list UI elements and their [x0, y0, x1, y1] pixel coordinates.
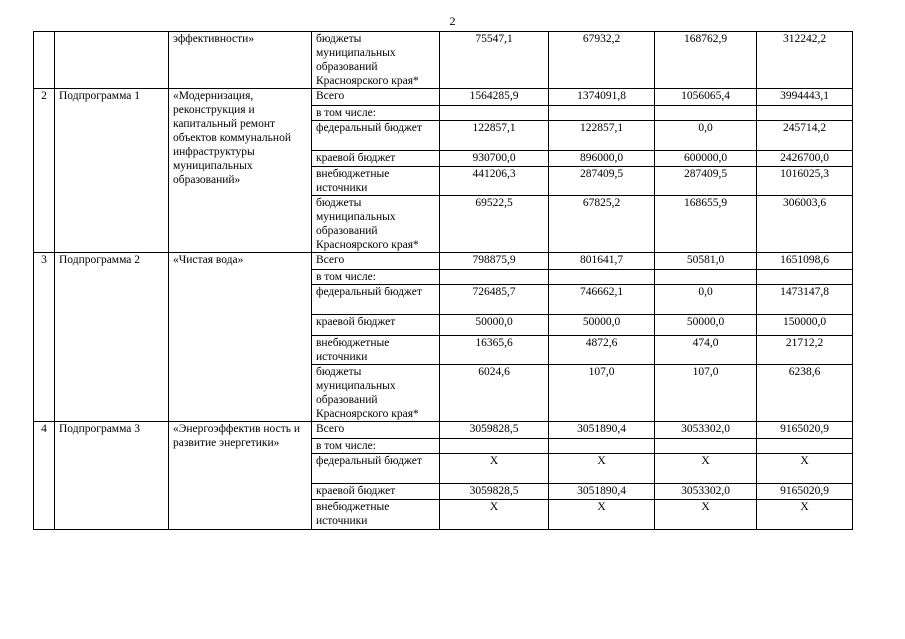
- value-cell: [549, 336, 655, 365]
- value-text: 287409,5: [579, 168, 624, 180]
- value-text: 9165020,9: [780, 423, 829, 435]
- value-text: 746662,1: [579, 286, 624, 298]
- value-cell: [655, 336, 757, 365]
- budget-table: [33, 31, 853, 530]
- page-number: 2: [449, 14, 456, 28]
- funding-source: Всего: [312, 422, 440, 439]
- value-cell: [655, 422, 757, 439]
- value-cell: [757, 365, 853, 422]
- value-text: 6024,6: [478, 366, 510, 378]
- value-text: X: [489, 455, 499, 467]
- value-cell: [757, 196, 853, 253]
- value-cell: [549, 253, 655, 270]
- value-text: 0,0: [698, 122, 713, 134]
- value-cell: [440, 439, 549, 454]
- value-cell: [440, 32, 549, 89]
- value-cell: [655, 32, 757, 89]
- value-cell: [757, 422, 853, 439]
- value-cell: [440, 365, 549, 422]
- value-text: 312242,2: [782, 33, 827, 45]
- value-text: 9165020,9: [780, 485, 829, 497]
- program-title: эффективности»: [169, 32, 312, 89]
- value-cell: [440, 484, 549, 500]
- value-cell: [757, 151, 853, 167]
- funding-source: краевой бюджет: [312, 151, 440, 167]
- row-number: [34, 32, 55, 89]
- funding-source: федеральный бюджет: [312, 285, 440, 315]
- value-cell: [549, 151, 655, 167]
- value-cell: [655, 89, 757, 106]
- value-cell: [549, 270, 655, 285]
- value-cell: [440, 285, 549, 315]
- value-cell: [655, 121, 757, 151]
- value-cell: [440, 106, 549, 121]
- value-text: 600000,0: [683, 152, 728, 164]
- value-text: 107,0: [588, 366, 615, 378]
- value-cell: [757, 484, 853, 500]
- value-cell: [655, 151, 757, 167]
- value-text: X: [597, 501, 606, 513]
- value-text: 67932,2: [582, 33, 621, 45]
- funding-source: краевой бюджет: [312, 484, 440, 500]
- program-title: «Энергоэффектив ность и развитие энергетики»: [169, 422, 312, 530]
- value-cell: [549, 196, 655, 253]
- value-cell: [440, 270, 549, 285]
- funding-source: в том числе:: [312, 106, 440, 121]
- program-name: Подпрограмма 2: [55, 253, 169, 422]
- row-number: 3: [34, 253, 55, 422]
- value-cell: [440, 253, 549, 270]
- value-text: 0,0: [698, 286, 713, 298]
- value-text: 306003,6: [782, 197, 827, 209]
- value-text: 1651098,6: [780, 254, 829, 266]
- value-cell: [757, 315, 853, 336]
- program-name: [55, 32, 169, 89]
- value-cell: [655, 365, 757, 422]
- table-row: [34, 422, 853, 439]
- value-cell: [655, 454, 757, 484]
- value-cell: [549, 121, 655, 151]
- funding-source: внебюджетные источники: [312, 500, 440, 530]
- value-cell: [440, 422, 549, 439]
- value-text: 3053302,0: [681, 485, 730, 497]
- value-text: 798875,9: [472, 254, 516, 266]
- value-cell: [549, 454, 655, 484]
- value-text: 1056065,4: [681, 90, 730, 102]
- value-text: X: [701, 455, 710, 467]
- value-text: 16365,6: [475, 337, 513, 349]
- value-cell: [655, 270, 757, 285]
- table-row: [34, 89, 853, 106]
- value-cell: [549, 422, 655, 439]
- value-text: 245714,2: [782, 122, 827, 134]
- value-cell: [549, 106, 655, 121]
- value-text: X: [800, 501, 809, 513]
- value-text: 75547,1: [475, 33, 513, 45]
- value-cell: [440, 167, 549, 196]
- funding-source: бюджеты муниципальных образований Красноярского края*: [312, 196, 440, 253]
- value-cell: [549, 285, 655, 315]
- value-text: 1374091,8: [577, 90, 626, 102]
- value-cell: [655, 167, 757, 196]
- value-cell: [655, 439, 757, 454]
- value-cell: [757, 167, 853, 196]
- value-text: 3051890,4: [577, 485, 626, 497]
- value-cell: [655, 315, 757, 336]
- value-cell: [757, 500, 853, 530]
- funding-source: бюджеты муниципальных образований Красноярского края*: [312, 32, 440, 89]
- value-text: 3059828,5: [469, 423, 519, 435]
- value-text: 168655,9: [683, 197, 728, 209]
- program-name: Подпрограмма 3: [55, 422, 169, 530]
- value-text: 2426700,0: [780, 152, 829, 164]
- value-text: 3051890,4: [577, 423, 626, 435]
- value-text: 150000,0: [782, 316, 827, 328]
- funding-source: федеральный бюджет: [312, 454, 440, 484]
- value-text: X: [800, 455, 809, 467]
- value-cell: [440, 121, 549, 151]
- value-cell: [549, 500, 655, 530]
- program-title: «Чистая вода»: [169, 253, 312, 422]
- value-cell: [757, 454, 853, 484]
- value-cell: [549, 365, 655, 422]
- value-text: 3059828,5: [469, 485, 519, 497]
- value-text: 6238,6: [788, 366, 821, 378]
- value-cell: [757, 121, 853, 151]
- value-text: 50000,0: [686, 316, 725, 328]
- value-text: 21712,2: [785, 337, 824, 349]
- funding-source: Всего: [312, 89, 440, 106]
- value-text: 3053302,0: [681, 423, 730, 435]
- value-cell: [655, 500, 757, 530]
- value-text: 50581,0: [686, 254, 725, 266]
- value-cell: [757, 32, 853, 89]
- value-text: X: [597, 455, 606, 467]
- value-text: 1564285,9: [469, 90, 519, 102]
- value-cell: [440, 500, 549, 530]
- value-cell: [440, 454, 549, 484]
- funding-source: краевой бюджет: [312, 315, 440, 336]
- funding-source: в том числе:: [312, 270, 440, 285]
- value-cell: [655, 106, 757, 121]
- value-text: 67825,2: [582, 197, 621, 209]
- table-row: [34, 253, 853, 270]
- value-cell: [549, 484, 655, 500]
- value-cell: [440, 151, 549, 167]
- value-cell: [655, 196, 757, 253]
- value-text: 801641,7: [579, 254, 624, 266]
- value-cell: [757, 253, 853, 270]
- value-cell: [757, 106, 853, 121]
- value-text: 1016025,3: [780, 168, 829, 180]
- value-cell: [757, 285, 853, 315]
- funding-source: бюджеты муниципальных образований Красноярского края*: [312, 365, 440, 422]
- value-text: 441206,3: [472, 168, 516, 180]
- value-cell: [549, 32, 655, 89]
- value-text: 50000,0: [582, 316, 621, 328]
- value-cell: [757, 439, 853, 454]
- program-name: Подпрограмма 1: [55, 89, 169, 253]
- value-text: 896000,0: [579, 152, 624, 164]
- value-text: 726485,7: [472, 286, 516, 298]
- value-cell: [549, 315, 655, 336]
- value-text: X: [489, 501, 499, 513]
- value-text: 50000,0: [475, 316, 513, 328]
- value-text: X: [701, 501, 710, 513]
- row-number: 2: [34, 89, 55, 253]
- value-text: 69522,5: [475, 197, 513, 209]
- row-number: 4: [34, 422, 55, 530]
- funding-source: в том числе:: [312, 439, 440, 454]
- funding-source: федеральный бюджет: [312, 121, 440, 151]
- value-cell: [440, 315, 549, 336]
- value-text: 122857,1: [472, 122, 516, 134]
- value-text: 122857,1: [579, 122, 624, 134]
- funding-source: внебюджетные источники: [312, 167, 440, 196]
- value-text: 3994443,1: [780, 90, 829, 102]
- funding-source: внебюджетные источники: [312, 336, 440, 365]
- value-cell: [549, 439, 655, 454]
- value-text: 4872,6: [585, 337, 618, 349]
- value-text: 287409,5: [683, 168, 728, 180]
- value-text: 107,0: [692, 366, 719, 378]
- value-cell: [757, 270, 853, 285]
- value-cell: [757, 89, 853, 106]
- value-cell: [549, 167, 655, 196]
- value-cell: [549, 89, 655, 106]
- funding-source: Всего: [312, 253, 440, 270]
- value-cell: [757, 336, 853, 365]
- value-cell: [655, 285, 757, 315]
- value-cell: [655, 253, 757, 270]
- value-cell: [440, 89, 549, 106]
- value-text: 168762,9: [683, 33, 728, 45]
- program-title: «Модернизация, реконструкция и капитальный ремонт объектов коммунальной инфраструктуры муниципальных образований»: [169, 89, 312, 253]
- value-cell: [655, 484, 757, 500]
- value-cell: [440, 196, 549, 253]
- value-text: 930700,0: [472, 152, 516, 164]
- value-cell: [440, 336, 549, 365]
- value-text: 474,0: [692, 337, 719, 349]
- value-text: 1473147,8: [780, 286, 829, 298]
- table-row: [34, 32, 853, 89]
